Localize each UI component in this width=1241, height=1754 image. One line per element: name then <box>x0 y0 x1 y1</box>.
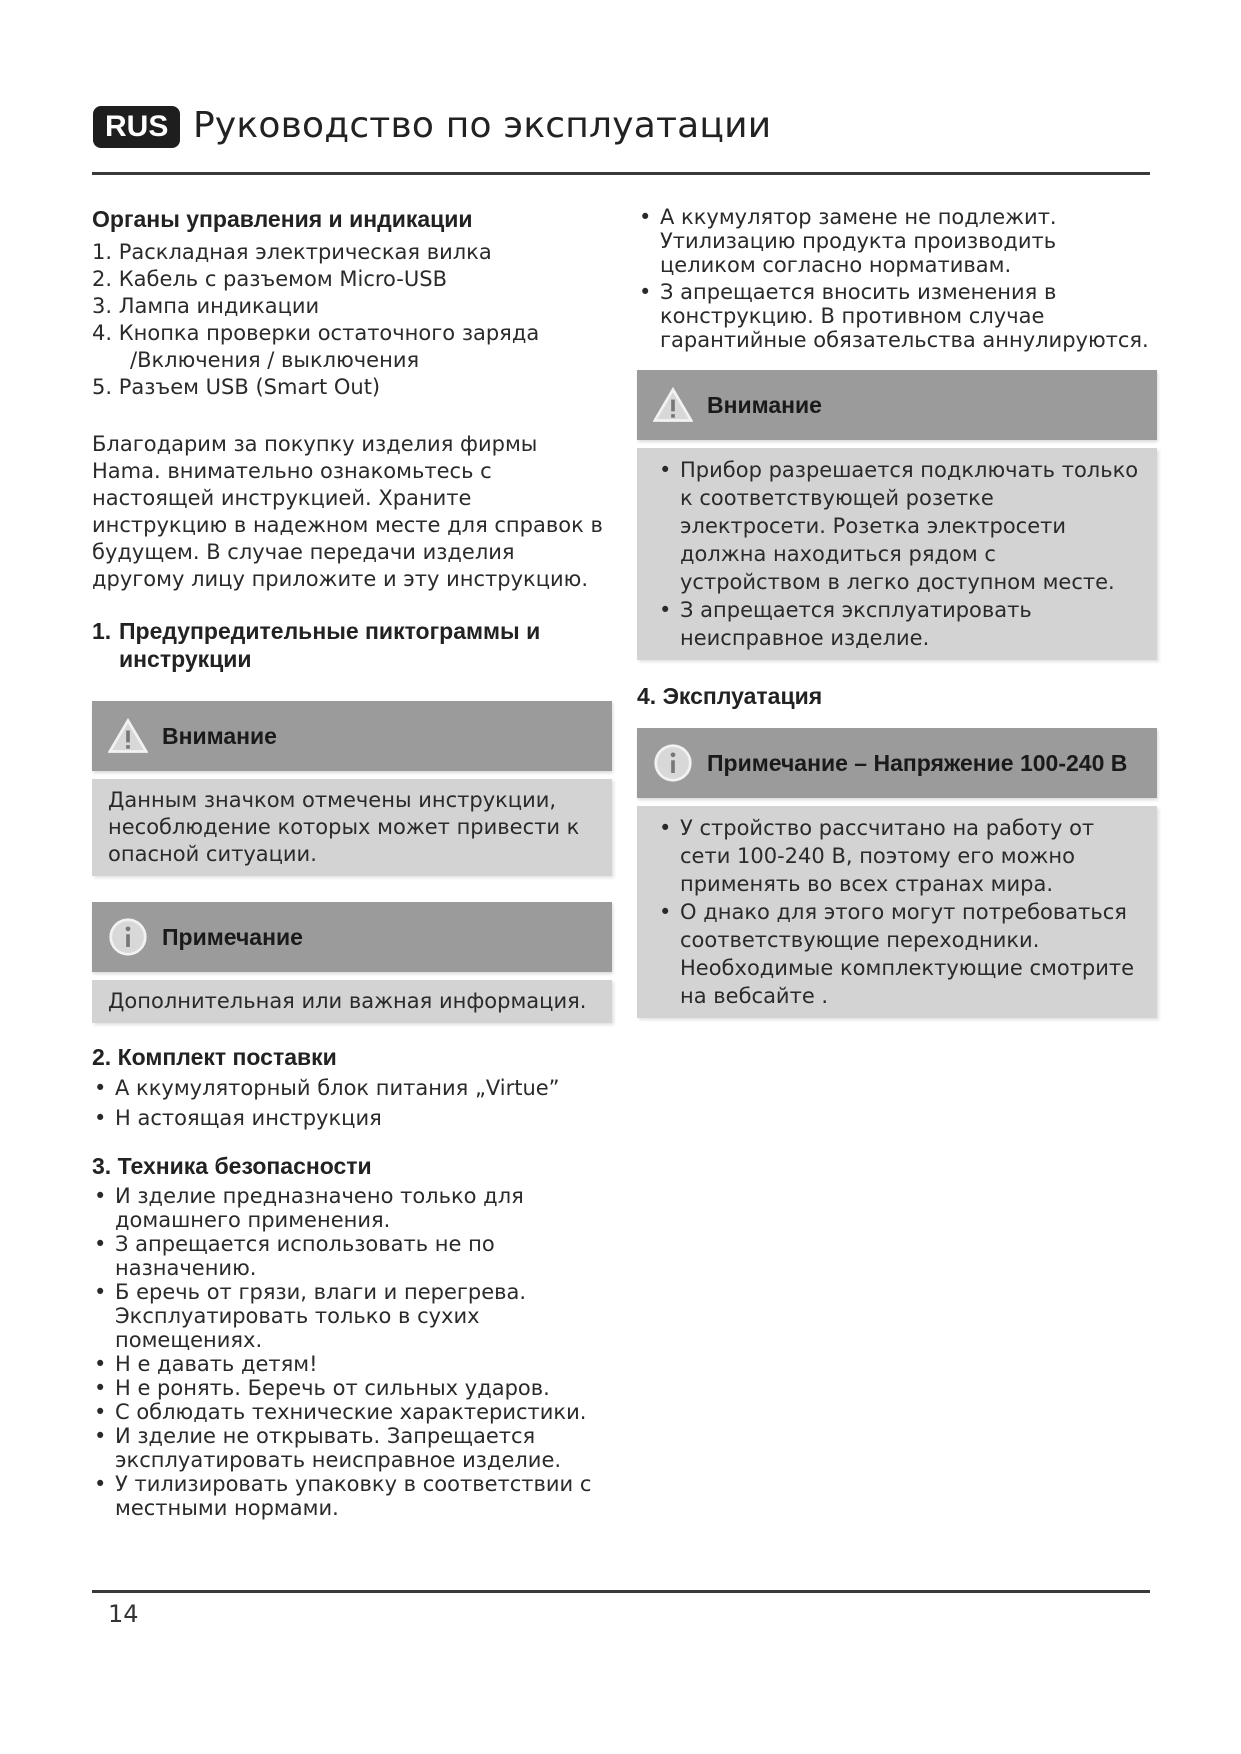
voltage-note-box <box>637 728 1157 1018</box>
list-item: • З апрещается эксплуатировать неисправное изделие. <box>657 596 1143 652</box>
list-item: • Н е ронять. Беречь от сильных ударов. <box>92 1376 612 1400</box>
right-column <box>637 205 1157 1018</box>
warning-box <box>92 701 612 876</box>
warning-box-body <box>92 779 612 876</box>
controls-heading: Органы управления и индикации <box>92 206 473 232</box>
voltage-note-list <box>657 814 1143 1010</box>
section-1-number: 1. <box>92 618 112 644</box>
list-item: • И зделие не открывать. Запрещается эксплуатировать неисправное изделие. <box>92 1424 612 1472</box>
note-box-header <box>92 902 612 972</box>
list-item: /Включения / выключения <box>130 348 420 372</box>
footer-divider <box>92 1590 1150 1593</box>
warning-box-body <box>637 448 1157 660</box>
header-divider <box>92 172 1150 175</box>
warning-box <box>637 370 1157 660</box>
section-2-title: 2. Комплект поставки <box>92 1044 337 1070</box>
list-item: 5. Разъем USB (Smart Out) <box>92 375 381 399</box>
list-item: • У стройство рассчитано на работу от сети 100-240 В, поэтому его можно применять во всех странах мира. <box>657 814 1143 898</box>
list-item: • У тилизировать упаковку в соответствии с местными нормами. <box>92 1472 612 1520</box>
note-box-body <box>637 806 1157 1018</box>
list-item: • С облюдать технические характеристики. <box>92 1400 612 1424</box>
section-3-title: 3. Техника безопасности <box>92 1153 372 1179</box>
list-item: • О днако для этого могут потребоваться соответствующие переходники. Необходимые комплектующие смотрите на вебсайте . <box>657 898 1143 1010</box>
package-list <box>92 1075 612 1132</box>
warning-triangle-icon <box>653 385 693 425</box>
section-4-title: 4. Эксплуатация <box>637 683 823 709</box>
controls-list <box>92 239 612 401</box>
info-icon <box>108 917 148 957</box>
info-icon <box>653 743 693 783</box>
list-item: • Прибор разрешается подключать только к соответствующей розетке электросети. Розетка электросети должна находиться рядом с устройством в легко доступном месте. <box>657 456 1143 596</box>
left-column <box>92 205 612 1520</box>
list-item: 1. Раскладная электрическая вилка <box>92 240 492 264</box>
note-text: Дополнительная или важная информация. <box>108 989 587 1013</box>
battery-notes-list <box>637 205 1157 352</box>
list-item: 2. Кабель с разъемом Micro-USB <box>92 267 447 291</box>
list-item: • Б еречь от грязи, влаги и перегрева. Эксплуатировать только в сухих помещениях. <box>92 1280 612 1352</box>
note-box-body <box>92 980 612 1023</box>
list-item: • А ккумулятор замене не подлежит. Утилизацию продукта производить целиком согласно нормативам. <box>637 205 1157 277</box>
section-1-title: Предупредительные пиктограммы и инструкции <box>119 618 541 672</box>
warning-label: Внимание <box>162 722 277 749</box>
list-item: • З апрещается вносить изменения в конструкцию. В противном случае гарантийные обязательства аннулируются. <box>637 280 1157 352</box>
language-badge: RUS <box>93 106 180 148</box>
list-item: 4. Кнопка проверки остаточного заряда <box>92 321 540 345</box>
note-label: Примечание – Напряжение 100-240 В <box>707 749 1128 776</box>
warning-label: Внимание <box>707 391 822 418</box>
page-title: Руководство по эксплуатации <box>193 105 772 146</box>
note-box-header <box>637 728 1157 798</box>
page-number: 14 <box>108 1600 139 1628</box>
list-item: • З апрещается использовать не по назначению. <box>92 1232 612 1280</box>
list-item: • Н е давать детям! <box>92 1352 612 1376</box>
intro-paragraph: Благодарим за покупку изделия фирмы Hama. внимательно ознакомьтесь с настоящей инструкцией. Храните инструкцию в надежном месте для справок в будущем. В случае передачи изделия другому лицу приложите и эту инструкцию. <box>92 432 603 591</box>
list-item: 3. Лампа индикации <box>92 294 320 318</box>
section-1-heading <box>92 617 612 673</box>
warning-list <box>657 456 1143 652</box>
note-box <box>92 902 612 1023</box>
warning-text: Данным значком отмечены инструкции, несоблюдение которых может привести к опасной ситуации. <box>108 788 580 866</box>
list-item: • А ккумуляторный блок питания „Virtue” <box>92 1075 612 1102</box>
list-item: • И зделие предназначено только для домашнего применения. <box>92 1184 612 1232</box>
warning-triangle-icon <box>108 716 148 756</box>
list-item: • Н астоящая инструкция <box>92 1105 612 1132</box>
warning-box-header <box>92 701 612 771</box>
safety-list <box>92 1184 612 1520</box>
note-label: Примечание <box>162 923 303 950</box>
warning-box-header <box>637 370 1157 440</box>
